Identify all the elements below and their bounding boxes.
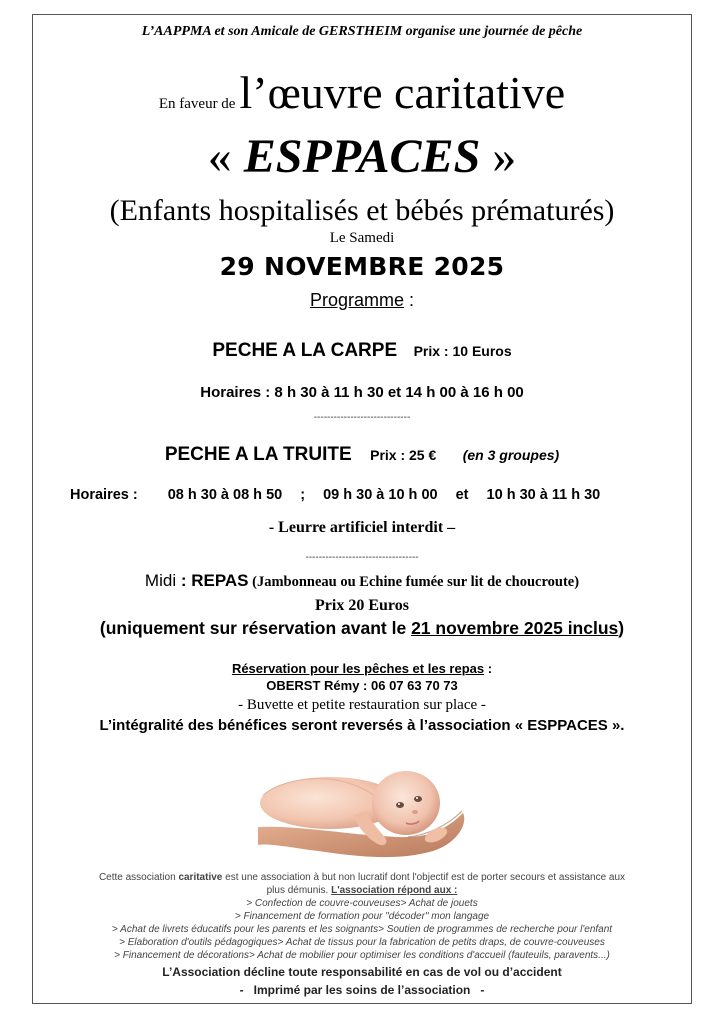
association-item-4: > Elaboration d'outils pédagogiques> Achat de tissus pour la fabrication de petits draps, de couvre-couveuses [119,937,605,948]
benefices-line: L’intégralité des bénéfices seront reversés à l’association « ESPPACES ». [99,717,625,734]
repas-colon: : [176,571,192,590]
repas-details: (Jambonneau ou Echine fumée sur lit de choucroute) [248,574,580,590]
truite-title: PECHE A LA TRUITE [164,444,352,465]
leurre-notice: - Leurre artificiel interdit – [268,519,456,536]
separator-truite: ---------------------------------- [305,552,419,563]
truite-horaires [70,487,690,503]
truite-groupes: (en 3 groupes) [462,447,560,463]
reservation-date: 21 novembre 2025 inclus [411,618,619,638]
contact-name-phone: OBERST Rémy : 06 07 63 70 73 [266,678,458,693]
esppaces-title: ESPPACES [243,130,481,183]
subtitle: (Enfants hospitalisés et bébés prématurés) [109,194,615,227]
carpe-horaires: Horaires : 8 h 30 à 11 h 30 et 14 h 00 à 16 h 00 [200,384,524,401]
reservation-pre: (uniquement sur réservation avant le [99,618,412,638]
quote-close: » [480,130,517,183]
truite-slot-1: 08 h 30 à 08 h 50 [167,487,283,503]
midi-label: Midi [144,571,177,590]
carpe-price: Prix : 10 Euros [413,343,512,359]
association-line-1-pre: Cette association [98,872,179,883]
association-line-2 [32,885,692,896]
association-item-5: > Financement de décorations> Achat de mobilier pour optimiser les conditions d'accueil (fauteuils, paravents...) [114,950,610,961]
baby-photo [258,765,468,863]
programme-label: Programme [309,290,404,310]
reservation-label: Réservation pour les pêches et les repas [231,661,485,676]
association-line-2-pre: plus démunis. [266,885,332,896]
organizer-line: L’AAPPMA et son Amicale de GERSTHEIM organise une journée de pêche [141,24,583,39]
association-line-2-bold: L'association répond aux : [331,885,458,896]
reservation-colon: : [484,661,493,676]
event-date: 29 NOVEMBRE 2025 [219,252,505,281]
association-item-2: > Financement de formation pour "décoder" mon langage [234,911,490,922]
repas-line [32,571,692,591]
oeuvre-title: l’œuvre caritative [239,67,566,118]
le-samedi: Le Samedi [329,230,395,246]
association-line-1-bold: caritative [178,872,223,883]
programme-line [32,290,692,311]
reservation-heading [32,661,692,676]
association-line-1 [32,872,692,883]
truite-price: Prix : 25 € [370,447,437,463]
reservation-post: ) [618,618,625,638]
printed-by: - Imprimé par les soins de l’association - [239,983,485,997]
quote-open: « [207,130,244,183]
repas-price: Prix 20 Euros [315,597,409,614]
buvette-line: - Buvette et petite restauration sur place - [238,697,486,713]
association-item-3: > Achat de livrets éducatifs pour les parents et les soignants> Soutien de programmes de recherche pour l'enfant [111,924,613,935]
truite-slot-3: 10 h 30 à 11 h 30 [486,487,601,503]
disclaimer: L’Association décline toute responsabilité en cas de vol ou d’accident [162,965,562,979]
oeuvre-line [32,64,692,133]
esppaces-line [32,126,692,188]
truite-sep-2: et [455,487,469,503]
carpe-line [32,340,692,362]
programme-colon: : [404,290,415,310]
association-item-1: > Confection de couvre-couveuses> Achat de jouets [246,898,478,909]
en-faveur-label: En faveur de [158,96,236,112]
association-line-1-post: est une association à but non lucratif dont l'objectif est de porter secours et assistance aux [222,872,626,883]
truite-horaires-label: Horaires : [70,487,138,503]
truite-line [32,444,692,466]
truite-slot-2: 09 h 30 à 10 h 00 [323,487,438,503]
truite-sep-1: ; [300,487,306,503]
reservation-deadline [32,618,692,639]
carpe-title: PECHE A LA CARPE [212,340,398,361]
separator-carpe: ----------------------------- [313,412,411,423]
repas-label: REPAS [191,571,249,590]
